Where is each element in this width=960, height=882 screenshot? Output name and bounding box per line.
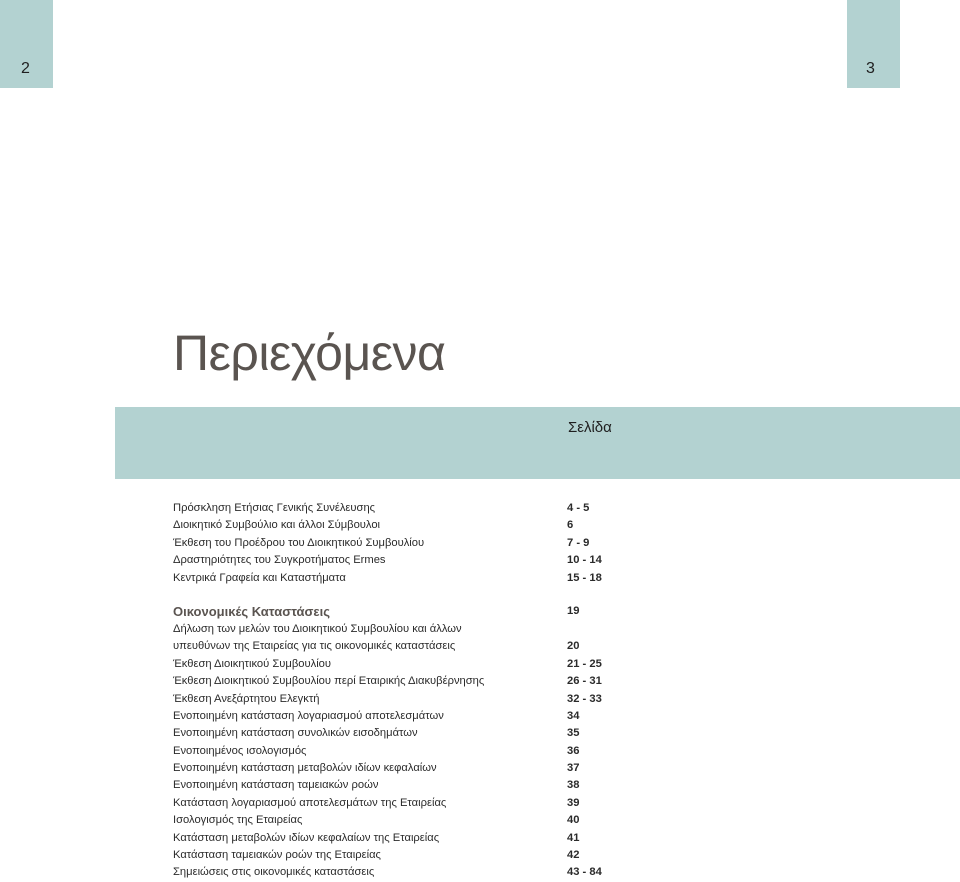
toc-entry-label: Έκθεση του Προέδρου του Διοικητικού Συμβουλίου — [173, 536, 425, 549]
toc-entry-label: Κατάσταση ταμειακών ροών της Εταιρείας — [173, 849, 381, 862]
page-column-header: Σελίδα — [568, 419, 612, 436]
toc-entry[interactable] — [173, 552, 633, 569]
toc-entry[interactable] — [173, 500, 633, 517]
toc-entry-label: Έκθεση Διοικητικού Συμβουλίου περί Εταιρικής Διακυβέρνησης — [173, 675, 485, 688]
toc-entry-page: 26 - 31 — [567, 675, 602, 688]
toc-entry-label: Κατάσταση μεταβολών ιδίων κεφαλαίων της Εταιρείας — [173, 831, 440, 844]
toc-entry-page: 39 — [567, 796, 580, 809]
left-page-number: 2 — [21, 60, 30, 77]
toc-entry-page: 32 - 33 — [567, 692, 602, 705]
toc-entry[interactable] — [173, 864, 633, 881]
toc-entry-label: Διοικητικό Συμβούλιο και άλλοι Σύμβουλοι — [173, 519, 381, 532]
intro-list — [173, 500, 633, 587]
toc-entry-page: 41 — [567, 831, 580, 844]
toc-entry-label: Έκθεση Διοικητικού Συμβουλίου — [173, 657, 332, 670]
toc-entry-label: Ενοποιημένη κατάσταση μεταβολών ιδίων κεφαλαίων — [173, 762, 437, 775]
toc-entry-page: 42 — [567, 849, 580, 862]
toc-entry[interactable] — [173, 760, 633, 777]
section-heading-row[interactable] — [173, 602, 633, 621]
toc-entry-page: 7 - 9 — [567, 536, 590, 549]
toc-entry-page: 35 — [567, 727, 580, 740]
toc-entry[interactable] — [173, 847, 633, 864]
toc-entry-label: Ενοποιημένη κατάσταση λογαριασμού αποτελεσμάτων — [173, 709, 444, 722]
section-spacer — [173, 587, 633, 602]
toc-entry-label: Δραστηριότητες του Συγκροτήματος Ermes — [173, 554, 386, 567]
financial-statements-section — [173, 602, 633, 882]
toc-entry-page: 4 - 5 — [567, 502, 590, 514]
toc-entry-page: 40 — [567, 814, 580, 827]
toc-entry[interactable] — [173, 812, 633, 829]
section-heading-page: 19 — [567, 604, 580, 617]
toc-entry-label: Κατάσταση λογαριασμού αποτελεσμάτων της Εταιρείας — [173, 796, 447, 809]
toc-entry-page: 15 - 18 — [567, 571, 602, 584]
toc-entry[interactable] — [173, 777, 633, 794]
toc-entry[interactable] — [173, 795, 633, 812]
toc-entry-label: Σημειώσεις στις οικονομικές καταστάσεις — [173, 866, 375, 879]
toc-header-band — [115, 407, 960, 479]
page-title: Περιεχόμενα — [173, 325, 446, 381]
toc-entry-label: Ισολογισμός της Εταιρείας — [173, 814, 303, 827]
toc-entry[interactable] — [173, 743, 633, 760]
toc-entry-page: 21 - 25 — [567, 657, 602, 670]
toc-entry-label: Ενοποιημένη κατάσταση ταμειακών ροών — [173, 779, 379, 792]
right-page-number: 3 — [866, 60, 875, 77]
toc-entry[interactable] — [173, 656, 633, 673]
toc-entry-page: 20 — [567, 640, 580, 653]
toc-entry-page: 37 — [567, 762, 580, 775]
section-heading: Οικονομικές Καταστάσεις — [173, 603, 330, 619]
table-of-contents — [173, 500, 633, 882]
toc-entry-page: 38 — [567, 779, 580, 792]
toc-entry-label: Κεντρικά Γραφεία και Καταστήματα — [173, 571, 346, 584]
toc-entry[interactable] — [173, 673, 633, 690]
toc-entry-label: Έκθεση Ανεξάρτητου Ελεγκτή — [173, 692, 320, 705]
toc-entry-page: 34 — [567, 709, 580, 722]
toc-entry-page: 43 - 84 — [567, 866, 602, 879]
toc-entry-label: Πρόσκληση Ετήσιας Γενικής Συνέλευσης — [173, 502, 376, 514]
toc-entry-page: 36 — [567, 744, 580, 757]
toc-entry[interactable] — [173, 638, 633, 655]
toc-entry[interactable] — [173, 621, 633, 638]
toc-entry-label: υπευθύνων της Εταιρείας για τις οικονομικές καταστάσεις — [173, 640, 456, 653]
toc-entry-label: Δήλωση των μελών του Διοικητικού Συμβουλίου και άλλων — [173, 622, 462, 635]
toc-entry[interactable] — [173, 708, 633, 725]
toc-entry[interactable] — [173, 830, 633, 847]
toc-entry[interactable] — [173, 725, 633, 742]
toc-entry-page: 10 - 14 — [567, 554, 602, 567]
toc-entry[interactable] — [173, 535, 633, 552]
toc-entry-label: Ενοποιημένη κατάσταση συνολικών εισοδημάτων — [173, 727, 418, 740]
toc-entry-page: 6 — [567, 519, 574, 532]
toc-entry[interactable] — [173, 517, 633, 534]
toc-entry[interactable] — [173, 570, 633, 587]
toc-entry-label: Ενοποιημένος ισολογισμός — [173, 744, 307, 757]
toc-entry[interactable] — [173, 691, 633, 708]
